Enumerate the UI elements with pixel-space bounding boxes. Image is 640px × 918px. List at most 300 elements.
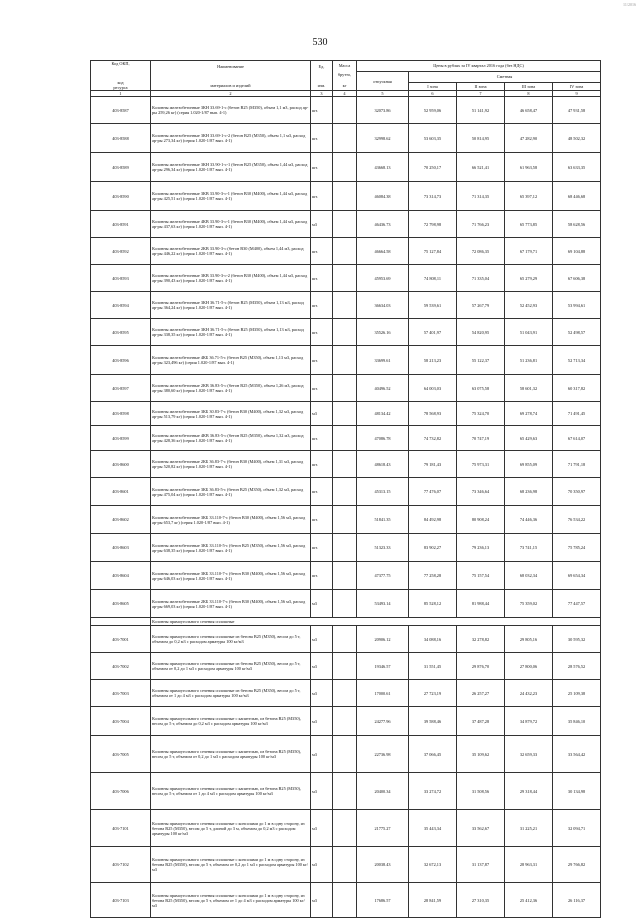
zone4-price-cell: 28 576,52 bbox=[553, 653, 601, 680]
zone4-price-cell: 30 595,32 bbox=[553, 626, 601, 653]
code-cell: 403-8590 bbox=[91, 182, 151, 211]
zone2-price-cell: 81 988,44 bbox=[457, 590, 505, 618]
mass-cell bbox=[333, 426, 357, 451]
zone1-price-cell: 39 588,46 bbox=[409, 707, 457, 736]
free-price-cell: 46084.38 bbox=[357, 182, 409, 211]
zone1-price-cell: 75 127,84 bbox=[409, 238, 457, 265]
zone2-price-cell: 72 086,35 bbox=[457, 238, 505, 265]
zone3-price-cell: 28 963,31 bbox=[505, 847, 553, 883]
zone4-price-cell: 53 994,61 bbox=[553, 292, 601, 319]
zone3-price-cell: 46 658,47 bbox=[505, 97, 553, 124]
zone2-price-cell: 79 236,13 bbox=[457, 534, 505, 562]
zone2-price-cell: 54 820,95 bbox=[457, 319, 505, 346]
price-table bbox=[90, 60, 601, 918]
zone3-price-cell: 67 179,71 bbox=[505, 238, 553, 265]
name-cell: Колонны железобетонные 2КБ 33.110-7-с (бетон В30 (М400), объем 1,56 м3, расход ар-ры 669,03 кг) (серия 1.020-1/87 вып. 4-1) bbox=[151, 590, 311, 618]
code-cell: 403-8592 bbox=[91, 238, 151, 265]
code-cell: 403-8597 bbox=[91, 375, 151, 402]
unit-cell: шт. bbox=[311, 238, 333, 265]
unit-cell: шт. bbox=[311, 506, 333, 534]
unit-cell: шт. bbox=[311, 265, 333, 292]
mass-cell bbox=[333, 562, 357, 590]
name-cell: Колонны прямоугольного сечения сплошные с капителью, из бетона В25 (М350), весом до 5 т, объемом от 1 до 4 м3 с расходом арматуры 100 кг/м3 bbox=[151, 773, 311, 810]
mass-cell bbox=[333, 346, 357, 375]
table-row bbox=[91, 265, 601, 292]
free-price-cell: 51841.35 bbox=[357, 506, 409, 534]
zone4-price-cell: 52 713,34 bbox=[553, 346, 601, 375]
table-row bbox=[91, 847, 601, 883]
table-row bbox=[91, 319, 601, 346]
table-row bbox=[91, 707, 601, 736]
zone3-price-cell: 73 741,15 bbox=[505, 534, 553, 562]
header-zone2: II зона bbox=[457, 82, 505, 91]
table-row bbox=[91, 810, 601, 847]
zone4-price-cell: 75 785,24 bbox=[553, 534, 601, 562]
name-cell: Колонны железобетонные 4КБ 36.71-5-с (бетон В25 (М350), объем 1,13 м3, расход ар-ры 323,496 кг) (серия 1.020-1/87 вып. 4-1) bbox=[151, 346, 311, 375]
free-price-cell: 43668.13 bbox=[357, 153, 409, 182]
unit-cell: м3 bbox=[311, 773, 333, 810]
unit-cell: м3 bbox=[311, 402, 333, 426]
unit-cell: шт. bbox=[311, 153, 333, 182]
zone3-price-cell: 31 225,21 bbox=[505, 810, 553, 847]
name-cell: Колонны железобетонные 4КВ 33.90-3-с-1 (бетон В30 (М400), объем 1,44 м3, расход ар-ры 437,63 кг) (серия 1.020-1/87 вып. 4-1) bbox=[151, 211, 311, 238]
name-cell: Колонны прямоугольного сечения сплошные из бетона В25 (М350), весом до 5 т, объемом от 0,2 до 1 м3 с расходом арматуры 100 кг/м3 bbox=[151, 653, 311, 680]
header-estimate: Сметная bbox=[409, 72, 601, 83]
unit-cell: м3 bbox=[311, 883, 333, 918]
zone1-price-cell: 85 528,12 bbox=[409, 590, 457, 618]
free-price-cell: 51323.33 bbox=[357, 534, 409, 562]
mass-cell bbox=[333, 534, 357, 562]
mass-cell bbox=[333, 265, 357, 292]
zone1-price-cell: 59 539,61 bbox=[409, 292, 457, 319]
table-row bbox=[91, 562, 601, 590]
zone1-price-cell: 72 798,98 bbox=[409, 211, 457, 238]
unit-cell: м3 bbox=[311, 211, 333, 238]
header-zone3: III зона bbox=[505, 82, 553, 91]
code-cell: 403-8591 bbox=[91, 211, 151, 238]
zone3-price-cell: 61 963,58 bbox=[505, 153, 553, 182]
name-cell: Колонны железобетонные 3КН 33.69-1-с (бетон В25 (М350), объем 1,1 м3, расход ар-ры 259,26 кг) (серия 1.020-1/87 вып. 4-1) bbox=[151, 97, 311, 124]
code-cell: 403-8593 bbox=[91, 265, 151, 292]
zone4-price-cell: 70 350,97 bbox=[553, 478, 601, 506]
zone2-price-cell: 33 562,67 bbox=[457, 810, 505, 847]
zone3-price-cell: 65 429,63 bbox=[505, 426, 553, 451]
zone2-price-cell: 27 310,35 bbox=[457, 883, 505, 918]
zone3-price-cell: 25 412,36 bbox=[505, 883, 553, 918]
zone4-price-cell: 71 491,45 bbox=[553, 402, 601, 426]
name-cell: Колонны прямоугольного сечения сплошные с консолями до 1 м в одну сторону, из бетона В25 (М350), весом до 5 т, длиной до 3 м, объемом до 0,2 м3 с расходом арматуры 100 кг/м3 bbox=[151, 810, 311, 847]
zone4-price-cell: 67 614,07 bbox=[553, 426, 601, 451]
header-code-line3: ресурса bbox=[113, 85, 128, 91]
zone2-price-cell: 80 908,24 bbox=[457, 506, 505, 534]
zone1-price-cell: 78 568,93 bbox=[409, 402, 457, 426]
zone3-price-cell: 69 855,09 bbox=[505, 451, 553, 478]
index-cell: 5 bbox=[357, 91, 409, 97]
name-cell: Колонны железобетонные 3КН 36.71-5-с (бетон В25 (М350), объем 1,13 м3, расход ар-ры 338,35 кг) (серия 1.020-1/87 вып. 4-1) bbox=[151, 319, 311, 346]
table-row bbox=[91, 292, 601, 319]
mass-cell bbox=[333, 182, 357, 211]
group-title: Колонны прямоугольного сечения сплошные bbox=[151, 618, 601, 626]
zone1-price-cell: 28 841,59 bbox=[409, 883, 457, 918]
free-price-cell: 35526.16 bbox=[357, 319, 409, 346]
mass-cell bbox=[333, 883, 357, 918]
mass-cell bbox=[333, 124, 357, 153]
zone4-price-cell: 52 498,57 bbox=[553, 319, 601, 346]
free-price-cell: 47377.75 bbox=[357, 562, 409, 590]
free-price-cell: 21775.27 bbox=[357, 810, 409, 847]
index-cell: 7 bbox=[457, 91, 505, 97]
name-cell: Колонны прямоугольного сечения сплошные с капителью, из бетона В25 (М350), весом до 5 т, объемом от 0,2 до 1 м3 с расходом арматуры 100 кг/м3 bbox=[151, 736, 311, 773]
zone3-price-cell: 51 236,81 bbox=[505, 346, 553, 375]
table-row bbox=[91, 375, 601, 402]
zone1-price-cell: 73 314,73 bbox=[409, 182, 457, 211]
zone2-price-cell: 57 267,79 bbox=[457, 292, 505, 319]
zone2-price-cell: 71 314,35 bbox=[457, 182, 505, 211]
header-code-line2: код bbox=[117, 80, 124, 86]
zone3-price-cell: 29 318,44 bbox=[505, 773, 553, 810]
zone2-price-cell: 63 075,58 bbox=[457, 375, 505, 402]
unit-cell: шт. bbox=[311, 478, 333, 506]
zone3-price-cell: 52 452,93 bbox=[505, 292, 553, 319]
zone3-price-cell: 65 279,29 bbox=[505, 265, 553, 292]
free-price-cell: 40496.52 bbox=[357, 375, 409, 402]
header-name bbox=[151, 61, 311, 91]
zone4-price-cell: 76 534,22 bbox=[553, 506, 601, 534]
name-cell: Колонны железобетонные 3КВ 33.90-3-с-1 (бетон В30 (М400), объем 1,44 м3, расход ар-ры 425,51 кг) (серия 1.020-1/87 вып. 4-1) bbox=[151, 182, 311, 211]
code-cell: 403-7002 bbox=[91, 653, 151, 680]
free-price-cell: 20906.12 bbox=[357, 626, 409, 653]
unit-cell: м3 bbox=[311, 810, 333, 847]
mass-cell bbox=[333, 653, 357, 680]
mass-cell bbox=[333, 375, 357, 402]
header-mass-line1: Масса bbox=[338, 63, 351, 68]
table-row bbox=[91, 478, 601, 506]
code-cell: 403-8587 bbox=[91, 97, 151, 124]
name-cell: Колонны прямоугольного сечения сплошные с консолями до 1 м в одну сторону, из бетона В25 (М350), весом до 5 т, объемом от 0,2 до 1 м3 с расходом арматуры 100 кг/м3 bbox=[151, 847, 311, 883]
table-row bbox=[91, 97, 601, 124]
unit-cell: шт. bbox=[311, 124, 333, 153]
code-cell: 403-7102 bbox=[91, 847, 151, 883]
header-code-line1: Код ОКП, bbox=[111, 61, 130, 66]
mass-cell bbox=[333, 736, 357, 773]
name-cell: Колонны прямоугольного сечения сплошные из бетона В25 (М350), весом до 5 т, объемом до 0,2 м3 с расходом арматуры 100 кг/м3 bbox=[151, 626, 311, 653]
header-mass-line2: брутто, bbox=[337, 72, 352, 78]
zone1-price-cell: 32 672,13 bbox=[409, 847, 457, 883]
unit-cell: шт. bbox=[311, 319, 333, 346]
mass-cell bbox=[333, 211, 357, 238]
zone3-price-cell: 65 773,85 bbox=[505, 211, 553, 238]
code-cell: 403-8600 bbox=[91, 451, 151, 478]
free-price-cell: 17000.61 bbox=[357, 680, 409, 707]
name-cell: Колонны прямоугольного сечения сплошные с консолями до 1 м в одну сторону, из бетона В25 (М350), весом до 5 т, объемом от 1 до 4 м3 с расходом арматуры 100 кг/м3 bbox=[151, 883, 311, 918]
zone4-price-cell: 67 606,38 bbox=[553, 265, 601, 292]
mass-cell bbox=[333, 451, 357, 478]
header-name-line1: Наименование bbox=[217, 63, 244, 69]
code-cell: 403-8605 bbox=[91, 590, 151, 618]
unit-cell: шт. bbox=[311, 451, 333, 478]
code-cell: 403-8604 bbox=[91, 562, 151, 590]
unit-cell: шт. bbox=[311, 562, 333, 590]
free-price-cell: 20400.34 bbox=[357, 773, 409, 810]
table-row bbox=[91, 402, 601, 426]
name-cell: Колонны железобетонные 2КВ 33.90-3-с (бетон В30 (М400), объем 1,44 м3, расход ар-ры 446,22 кг) (серия 1.020-1/87 вып. 4-1) bbox=[151, 238, 311, 265]
code-cell: 403-8588 bbox=[91, 124, 151, 153]
free-price-cell: 33699.61 bbox=[357, 346, 409, 375]
zone3-price-cell: 75 359,02 bbox=[505, 590, 553, 618]
table-row bbox=[91, 626, 601, 653]
zone3-price-cell: 68 236,98 bbox=[505, 478, 553, 506]
zone1-price-cell: 33 274,72 bbox=[409, 773, 457, 810]
table-row bbox=[91, 534, 601, 562]
name-cell: Колонны железобетонные 3КБ 33.110-7-с (бетон В30 (М400), объем 1,56 м3, расход ар-ры 653,7 кг) (серия 1.020-1/87 вып. 4-1) bbox=[151, 506, 311, 534]
corner-mark: 11/2016 bbox=[623, 2, 636, 7]
free-price-cell: 45953.69 bbox=[357, 265, 409, 292]
zone4-price-cell: 77 447,57 bbox=[553, 590, 601, 618]
name-cell: Колонны железобетонные 3КН 33.90-1-с-1 (бетон В25 (М350), объем 1,44 м3, расход ар-ры 296,34 кг) (серия 1.020-1/87 вып. 4-1) bbox=[151, 153, 311, 182]
unit-cell: м3 bbox=[311, 736, 333, 773]
mass-cell bbox=[333, 402, 357, 426]
zone4-price-cell: 58 628,56 bbox=[553, 211, 601, 238]
zone3-price-cell: 24 432,23 bbox=[505, 680, 553, 707]
code-cell: 403-7005 bbox=[91, 736, 151, 773]
table-row bbox=[91, 426, 601, 451]
mass-cell bbox=[333, 97, 357, 124]
table-row bbox=[91, 506, 601, 534]
code-cell: 403-8601 bbox=[91, 478, 151, 506]
name-cell: Колонны железобетонные 2КБ 36.83-7-с (бетон В30 (М400), объем 1,31 м3, расход ар-ры 520,82 кг) (серия 1.020-1/87 вып. 4-1) bbox=[151, 451, 311, 478]
code-cell: 403-8595 bbox=[91, 319, 151, 346]
mass-cell bbox=[333, 319, 357, 346]
name-cell: Колонны прямоугольного сечения сплошные с капителью, из бетона В25 (М350), весом до 5 т, объемом до 0,2 м3 с расходом арматуры 100 кг/м3 bbox=[151, 707, 311, 736]
mass-cell bbox=[333, 478, 357, 506]
zone4-price-cell: 32 094,71 bbox=[553, 810, 601, 847]
zone2-price-cell: 75 157,54 bbox=[457, 562, 505, 590]
code-cell: 403-7103 bbox=[91, 883, 151, 918]
table-row bbox=[91, 653, 601, 680]
zone2-price-cell: 70 747,19 bbox=[457, 426, 505, 451]
table-row bbox=[91, 773, 601, 810]
unit-cell: шт. bbox=[311, 375, 333, 402]
mass-cell bbox=[333, 153, 357, 182]
index-cell: 3 bbox=[311, 91, 333, 97]
unit-cell: шт. bbox=[311, 426, 333, 451]
zone4-price-cell: 33 564,42 bbox=[553, 736, 601, 773]
free-price-cell: 48134.42 bbox=[357, 402, 409, 426]
zone3-price-cell: 65 397,12 bbox=[505, 182, 553, 211]
free-price-cell: 36634.03 bbox=[357, 292, 409, 319]
zone2-price-cell: 71 335,04 bbox=[457, 265, 505, 292]
zone1-price-cell: 37 066,45 bbox=[409, 736, 457, 773]
table-body bbox=[91, 97, 601, 918]
code-cell: 403-8596 bbox=[91, 346, 151, 375]
table-row bbox=[91, 182, 601, 211]
name-cell: Колонны железобетонные 3КН 36.71-5-с (бетон В25 (М350), объем 1,13 м3, расход ар-ры 364,24 кг) (серия 1.020-1/87 вып. 4-1) bbox=[151, 292, 311, 319]
unit-cell: шт. bbox=[311, 534, 333, 562]
zone2-price-cell: 32 278,82 bbox=[457, 626, 505, 653]
name-cell: Колонны железобетонные 4КВ 36.83-5-с (бетон В25 (М350), объем 1,32 м3, расход ар-ры 428,36 кг) (серия 1.020-1/87 вып. 4-1) bbox=[151, 426, 311, 451]
zone2-price-cell: 71 766,23 bbox=[457, 211, 505, 238]
mass-cell bbox=[333, 292, 357, 319]
name-cell: Колонны железобетонные 3КБ 30.83-7-с (бетон В30 (М400), объем 1,32 м3, расход ар-ры 513,79 кг) (серия 1.020-1/87 вып. 4-1) bbox=[151, 402, 311, 426]
zone4-price-cell: 69 654,34 bbox=[553, 562, 601, 590]
header-unit-line1: Ед. bbox=[318, 63, 325, 69]
table-row bbox=[91, 346, 601, 375]
mass-cell bbox=[333, 847, 357, 883]
mass-cell bbox=[333, 707, 357, 736]
zone3-price-cell: 32 659,33 bbox=[505, 736, 553, 773]
table-row bbox=[91, 238, 601, 265]
zone3-price-cell: 74 446,36 bbox=[505, 506, 553, 534]
code-cell: 403-8599 bbox=[91, 426, 151, 451]
code-cell: 403-7006 bbox=[91, 773, 151, 810]
free-price-cell: 22736.98 bbox=[357, 736, 409, 773]
name-cell: Колонны железобетонные 3КБ 33.110-7-с (бетон В30 (М400), объем 1,56 м3, расход ар-ры 646,03 кг) (серия 1.020-1/87 вып. 4-1) bbox=[151, 562, 311, 590]
zone4-price-cell: 71 791,18 bbox=[553, 451, 601, 478]
free-price-cell: 32998.62 bbox=[357, 124, 409, 153]
zone4-price-cell: 35 846,10 bbox=[553, 707, 601, 736]
free-price-cell: 24277.96 bbox=[357, 707, 409, 736]
zone2-price-cell: 35 109,62 bbox=[457, 736, 505, 773]
code-cell: 403-7101 bbox=[91, 810, 151, 847]
table-row bbox=[91, 883, 601, 918]
zone4-price-cell: 68 446,68 bbox=[553, 182, 601, 211]
zone3-price-cell: 58 601,32 bbox=[505, 375, 553, 402]
zone1-price-cell: 31 551,45 bbox=[409, 653, 457, 680]
zone2-price-cell: 37 487,28 bbox=[457, 707, 505, 736]
name-cell: Колонны железобетонные 2КВ 36.83-5-с (бетон В25 (М350), объем 1,26 м3, расход ар-ры 380,60 кг) (серия 1.020-1/87 вып. 4-1) bbox=[151, 375, 311, 402]
zone1-price-cell: 74 732,82 bbox=[409, 426, 457, 451]
header-name-line2: материалов и изделий bbox=[210, 82, 251, 88]
code-cell: 403-7004 bbox=[91, 707, 151, 736]
free-price-cell: 32073.86 bbox=[357, 97, 409, 124]
index-cell: 1 bbox=[91, 91, 151, 97]
zone2-price-cell: 66 521,41 bbox=[457, 153, 505, 182]
table-row bbox=[91, 451, 601, 478]
free-price-cell: 19346.57 bbox=[357, 653, 409, 680]
group-header-row bbox=[91, 618, 601, 626]
unit-cell: м3 bbox=[311, 626, 333, 653]
zone4-price-cell: 47 931,58 bbox=[553, 97, 601, 124]
code-cell: 403-8602 bbox=[91, 506, 151, 534]
free-price-cell: 46436.73 bbox=[357, 211, 409, 238]
mass-cell bbox=[333, 626, 357, 653]
free-price-cell: 46664.58 bbox=[357, 238, 409, 265]
zone1-price-cell: 58 213,23 bbox=[409, 346, 457, 375]
table-row bbox=[91, 680, 601, 707]
zone2-price-cell: 75 324,70 bbox=[457, 402, 505, 426]
unit-cell: шт. bbox=[311, 346, 333, 375]
zone2-price-cell: 29 876,70 bbox=[457, 653, 505, 680]
header-code bbox=[91, 61, 151, 91]
free-price-cell: 20038.43 bbox=[357, 847, 409, 883]
header-zone1: I зона bbox=[409, 82, 457, 91]
zone2-price-cell: 31 508,56 bbox=[457, 773, 505, 810]
unit-cell: м3 bbox=[311, 707, 333, 736]
table-row bbox=[91, 211, 601, 238]
zone1-price-cell: 79 181,43 bbox=[409, 451, 457, 478]
zone4-price-cell: 29 766,82 bbox=[553, 847, 601, 883]
zone3-price-cell: 29 805,16 bbox=[505, 626, 553, 653]
zone1-price-cell: 27 723,19 bbox=[409, 680, 457, 707]
unit-cell: м3 bbox=[311, 653, 333, 680]
index-cell: 6 bbox=[409, 91, 457, 97]
zone4-price-cell: 69 104,88 bbox=[553, 238, 601, 265]
index-cell: 9 bbox=[553, 91, 601, 97]
header-mass bbox=[333, 61, 357, 91]
table-row bbox=[91, 590, 601, 618]
unit-cell: шт. bbox=[311, 292, 333, 319]
zone2-price-cell: 75 973,31 bbox=[457, 451, 505, 478]
name-cell: Колонны прямоугольного сечения сплошные из бетона В25 (М350), весом до 5 т, объемом от 1 до 4 м3 с расходом арматуры 100 кг/м3 bbox=[151, 680, 311, 707]
unit-cell: шт. bbox=[311, 97, 333, 124]
mass-cell bbox=[333, 506, 357, 534]
index-cell: 2 bbox=[151, 91, 311, 97]
free-price-cell: 45313.15 bbox=[357, 478, 409, 506]
zone1-price-cell: 74 808,11 bbox=[409, 265, 457, 292]
zone1-price-cell: 77 476,07 bbox=[409, 478, 457, 506]
code-cell: 403-8594 bbox=[91, 292, 151, 319]
mass-cell bbox=[333, 773, 357, 810]
free-price-cell: 47086.78 bbox=[357, 426, 409, 451]
zone1-price-cell: 53 603,35 bbox=[409, 124, 457, 153]
unit-cell: м3 bbox=[311, 680, 333, 707]
free-price-cell: 48618.43 bbox=[357, 451, 409, 478]
header-free-price: отпускная bbox=[357, 72, 409, 91]
zone4-price-cell: 30 134,98 bbox=[553, 773, 601, 810]
table-row bbox=[91, 736, 601, 773]
code-cell: 403-8598 bbox=[91, 402, 151, 426]
name-cell: Колонны железобетонные 3КБ 36.83-5-с (бетон В25 (М350), объем 1,32 м3, расход ар-ры 475,04 кг) (серия 1.020-1/87 вып. 4-1) bbox=[151, 478, 311, 506]
header-unit-line2: изм. bbox=[317, 82, 326, 88]
zone1-price-cell: 70 250,17 bbox=[409, 153, 457, 182]
mass-cell bbox=[333, 810, 357, 847]
zone3-price-cell: 68 032,34 bbox=[505, 562, 553, 590]
header-mass-line3: кг bbox=[342, 83, 347, 89]
code-cell: 403-8603 bbox=[91, 534, 151, 562]
zone1-price-cell: 57 401,97 bbox=[409, 319, 457, 346]
mass-cell bbox=[333, 680, 357, 707]
mass-cell bbox=[333, 590, 357, 618]
zone2-price-cell: 31 137,87 bbox=[457, 847, 505, 883]
code-cell: 403-7003 bbox=[91, 680, 151, 707]
zone2-price-cell: 73 346,64 bbox=[457, 478, 505, 506]
zone4-price-cell: 48 502,32 bbox=[553, 124, 601, 153]
zone4-price-cell: 26 116,37 bbox=[553, 883, 601, 918]
zone4-price-cell: 60 317,82 bbox=[553, 375, 601, 402]
zone1-price-cell: 35 443,34 bbox=[409, 810, 457, 847]
index-cell: 4 bbox=[333, 91, 357, 97]
zone2-price-cell: 55 122,37 bbox=[457, 346, 505, 375]
zone2-price-cell: 50 814,95 bbox=[457, 124, 505, 153]
unit-cell: м3 bbox=[311, 590, 333, 618]
zone2-price-cell: 51 141,92 bbox=[457, 97, 505, 124]
code-cell: 403-8589 bbox=[91, 153, 151, 182]
header-zone4: IV зона bbox=[553, 82, 601, 91]
header-unit bbox=[311, 61, 333, 91]
zone3-price-cell: 69 278,74 bbox=[505, 402, 553, 426]
header-price-title: Цены в рублях за IV квартал 2016 года (без НДС) bbox=[357, 61, 601, 72]
zone2-price-cell: 26 257,27 bbox=[457, 680, 505, 707]
name-cell: Колонны железобетонные 3КН 33.69-1-с-2 (бетон В25 (М350), объем 1,1 м3, расход ар-ры 273,34 кг) (серия 1.020-1/87 вып. 4-1) bbox=[151, 124, 311, 153]
zone1-price-cell: 52 959,06 bbox=[409, 97, 457, 124]
zone1-price-cell: 77 258,28 bbox=[409, 562, 457, 590]
index-cell: 8 bbox=[505, 91, 553, 97]
table-row bbox=[91, 124, 601, 153]
zone3-price-cell: 51 043,91 bbox=[505, 319, 553, 346]
zone4-price-cell: 63 633,35 bbox=[553, 153, 601, 182]
name-cell: Колонны железобетонные 3КБ 33.110-5-с (бетон В25 (М350), объем 1,56 м3, расход ар-ры 638,35 кг) (серия 1.020-1/87 вып. 4-1) bbox=[151, 534, 311, 562]
zone4-price-cell: 25 109,38 bbox=[553, 680, 601, 707]
